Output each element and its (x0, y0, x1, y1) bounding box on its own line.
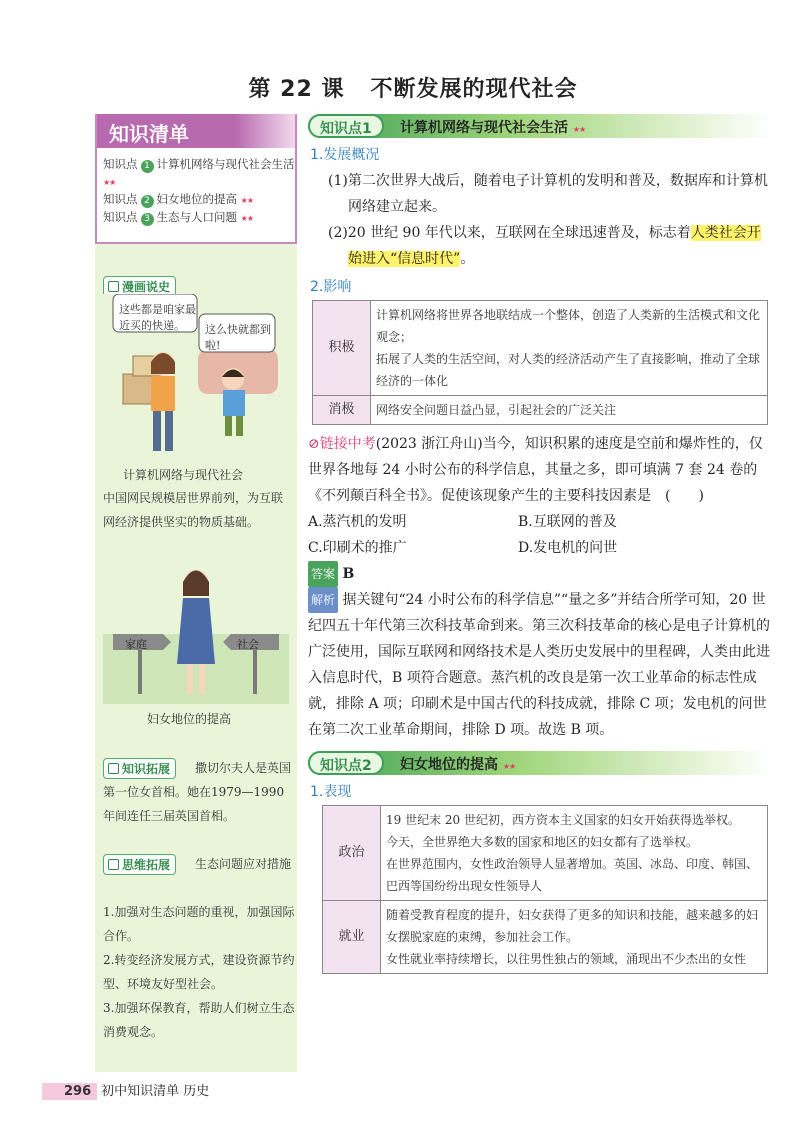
star-icon: ★★ (103, 178, 116, 187)
sign-left: 家庭 (125, 638, 147, 651)
speech-bubble-mother: 这些都是咱家最近买的快递。 (119, 303, 196, 332)
star-icon: ★★ (572, 125, 586, 134)
star-icon: ★★ (240, 196, 253, 205)
link-exam-tag: ⊘链接中考 (308, 436, 376, 452)
think-item: 1.加强对生态问题的重视，加强国际合作。 (103, 905, 295, 943)
table-row (313, 301, 768, 396)
kp2-title: 妇女地位的提高 ★★ (400, 757, 516, 773)
kp1-point-2: (2)20 世纪 90 年代以来，互联网在全球迅速普及，标志着人类社会开始进入“信息时代”。 (328, 225, 761, 267)
lesson-number: 第 22 课 (248, 77, 345, 102)
comic-tag: 漫画说史 (103, 276, 176, 297)
think-item: 2.转变经济发展方式，建设资源节约型、环境友好型社会。 (103, 953, 295, 991)
kp1-section-2: 2.影响 (310, 279, 352, 295)
comic-caption-2: 妇女地位的提高 (147, 712, 232, 726)
kp1-label: 知识点1 (308, 114, 384, 138)
think-item: 3.加强环保教育，帮助人们树立生态消费观念。 (103, 1001, 295, 1039)
analysis-label: 解析 (308, 587, 338, 613)
main-content (308, 114, 772, 974)
comic-caption-1-text: 中国网民规模居世界前列，为互联网经济提供坚实的物质基础。 (103, 491, 284, 529)
book-title: 初中知识清单 历史 (101, 1084, 210, 1099)
list-item: 知识点 1 计算机网络与现代社会生活★★ (103, 157, 295, 187)
option-d: D.发电机的问世 (518, 540, 618, 556)
list-item: 知识点 2 妇女地位的提高 ★★ (103, 192, 253, 206)
kp2-label: 知识点2 (308, 751, 384, 775)
kp1-section-1: 1.发展概况 (310, 147, 380, 163)
exam-options (308, 509, 772, 561)
option-b: B.互联网的普及 (518, 514, 617, 530)
table-cell: 随着受教育程度的提升，妇女获得了更多的知识和技能，越来越多的妇女摆脱家庭的束缚，参加社会工作。 女性就业率持续增长，以往男性独占的领域，涌现出不少杰出的女性 (381, 901, 768, 974)
sidebar (95, 114, 297, 1072)
table-cell: 计算机网络将世界各地联结成一个整体，创造了人类新的生活模式和文化观念； 拓展了人类的生活空间，对人类的经济活动产生了直接影响，推动了全球经济的一体化 (371, 301, 768, 396)
women-table (322, 805, 768, 974)
think-tag: 思维拓展 (103, 854, 176, 875)
row-head: 就业 (323, 901, 381, 974)
knowledge-list (95, 114, 297, 244)
impact-table (312, 300, 768, 425)
kp1-header (308, 114, 772, 138)
speech-bubble-child: 这么快就都到啦! (205, 323, 271, 352)
list-item: 知识点 3 生态与人口问题 ★★ (103, 210, 253, 224)
expand-text: 撒切尔夫人是英国第一位女首相。她在1979—1990年间连任三届英国首相。 (103, 761, 292, 823)
option-a: A.蒸汽机的发明 (308, 514, 407, 530)
table-cell: 19 世纪末 20 世纪初，西方资本主义国家的妇女开始获得选举权。 今天，全世界绝大多数的国家和地区的妇女都有了选举权。 在世界范围内，女性政治领导人显著增加。英国、冰岛、印度、韩国、巴西等国纷纷出现女性领导人 (381, 806, 768, 901)
star-icon: ★★ (502, 762, 516, 771)
kp1-title: 计算机网络与现代社会生活 ★★ (400, 120, 586, 136)
kp1-point-1: (1)第二次世界大战后，随着电子计算机的发明和普及，数据库和计算机网络建立起来。 (328, 173, 768, 215)
exam-question: ⊘链接中考(2023 浙江舟山)当今，知识积累的速度是空前和爆炸性的，仅世界各地每 24 小时公布的科学信息，其量之多，即可填满 7 套 24 卷的《不列颠百科全书》。促使该现象产生的主要科技因素是 ( ) (308, 436, 763, 504)
comic-caption-1: 计算机网络与现代社会 (123, 468, 244, 482)
star-icon: ★★ (240, 214, 253, 223)
kp2-header (308, 751, 772, 775)
lesson-name: 不断发展的现代社会 (370, 77, 578, 102)
exam-answer: 答案 B (308, 561, 772, 587)
table-row (323, 806, 768, 901)
expand-tag: 知识拓展 (103, 758, 176, 779)
knowledge-list-title: 知识清单 (97, 114, 295, 148)
table-row (323, 901, 768, 974)
exam-analysis: 解析 据关键句“24 小时公布的科学信息”“量之多”并结合所学可知，20 世纪四五十年代第三次科技革命到来。第三次科技革命的核心是电子计算机的广泛使用，国际互联网和网络技术是人类历史发展中的里程碑，人类由此进入信息时代，B 项符合题意。蒸汽机的改良是第一次工业革命的标志性成就，排除 A 项；印刷术是中国古代的科技成就，排除 C 项；发电机的问世在第二次工业革命期间，排除 D 项。故选 B 项。 (308, 587, 772, 743)
answer-label: 答案 (308, 561, 338, 587)
think-title: 生态问题应对措施 (195, 857, 292, 871)
kp2-section-1: 1.表现 (310, 784, 352, 800)
highlight: 人类社会开始进入“信息时代” (348, 225, 761, 267)
page-number: 296 (42, 1083, 97, 1100)
row-head: 政治 (323, 806, 381, 901)
option-c: C.印刷术的推广 (308, 540, 407, 556)
woman-illustration (103, 554, 289, 704)
comic-icon (108, 281, 119, 292)
table-cell: 网络安全问题日益凸显，引起社会的广泛关注 (371, 396, 768, 425)
sign-right: 社会 (237, 638, 259, 651)
page-footer (42, 1080, 209, 1102)
row-head: 消极 (313, 396, 371, 425)
row-head: 积极 (313, 301, 371, 396)
page-title (0, 72, 800, 103)
table-row (313, 396, 768, 425)
